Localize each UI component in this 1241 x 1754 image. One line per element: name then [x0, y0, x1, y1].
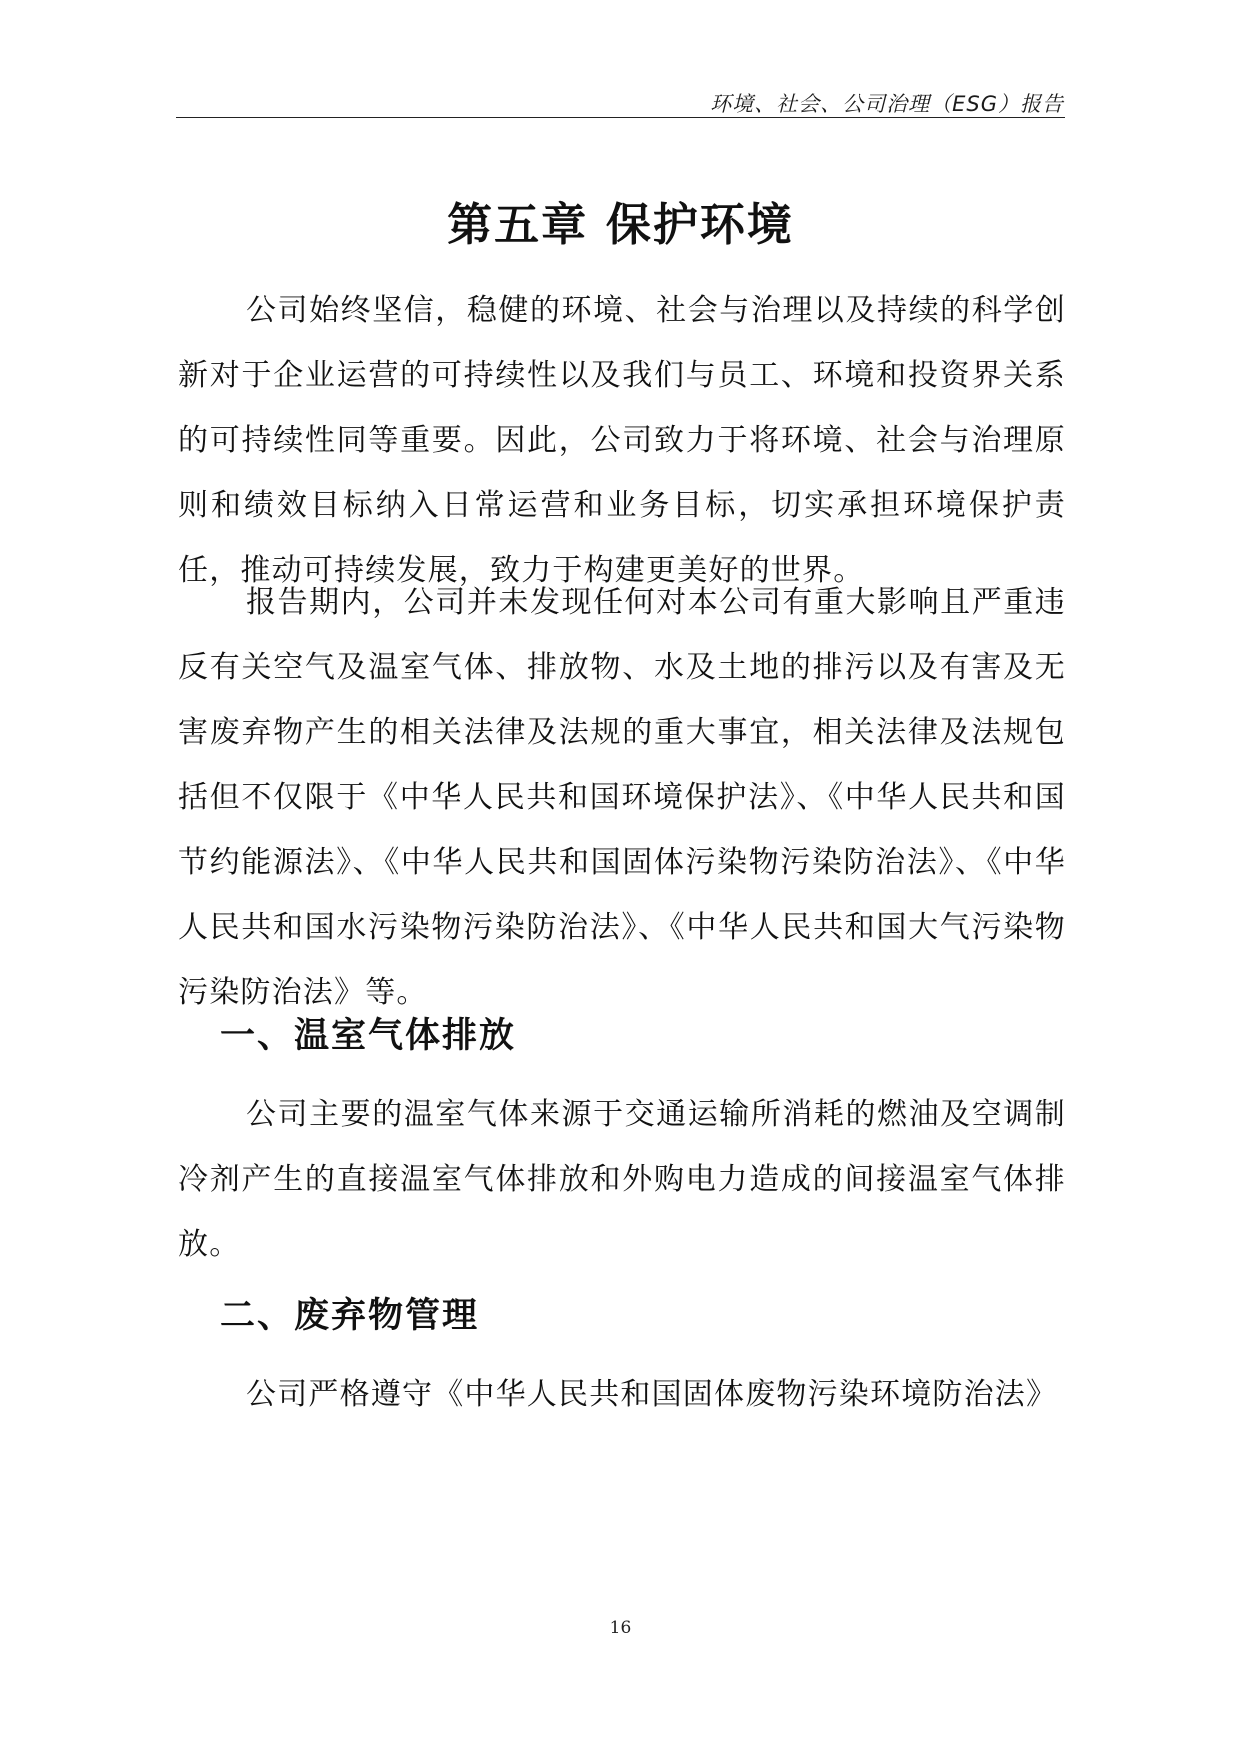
- intro-paragraph-1: 公司始终坚信，稳健的环境、社会与治理以及持续的科学创新对于企业运营的可持续性以及我们与员工、环境和投资界关系的可持续性同等重要。因此，公司致力于将环境、社会与治理原则和绩效目标纳入日常运营和业务目标，切实承担环境保护责任，推动可持续发展，致力于构建更美好的世界。: [178, 293, 1066, 588]
- section-paragraph-ghg: 公司主要的温室气体来源于交通运输所消耗的燃油及空调制冷剂产生的直接温室气体排放和外购电力造成的间接温室气体排放。: [178, 1097, 1066, 1262]
- running-header-title: 环境、社会、公司治理（ESG）报告: [710, 92, 1064, 116]
- intro-paragraph-2: 报告期内，公司并未发现任何对本公司有重大影响且严重违反有关空气及温室气体、排放物、水及土地的排污以及有害及无害废弃物产生的相关法律及法规的重大事宜，相关法律及法规包括但不仅限于《中华人民共和国环境保护法》、《中华人民共和国节约能源法》、《中华人民共和国固体污染物污染防治法》、《中华人民共和国水污染物污染防治法》、《中华人民共和国大气污染物污染防治法》等。: [178, 585, 1066, 1010]
- section-heading-ghg: 一、温室气体排放: [220, 1016, 517, 1056]
- header-divider: [176, 117, 1065, 118]
- page-number: 16: [609, 1618, 632, 1638]
- chapter-title: 第五章 保护环境: [447, 198, 794, 251]
- section-heading-waste: 二、废弃物管理: [220, 1296, 480, 1336]
- section-paragraph-waste: 公司严格遵守《中华人民共和国固体废物污染环境防治法》: [246, 1377, 1058, 1412]
